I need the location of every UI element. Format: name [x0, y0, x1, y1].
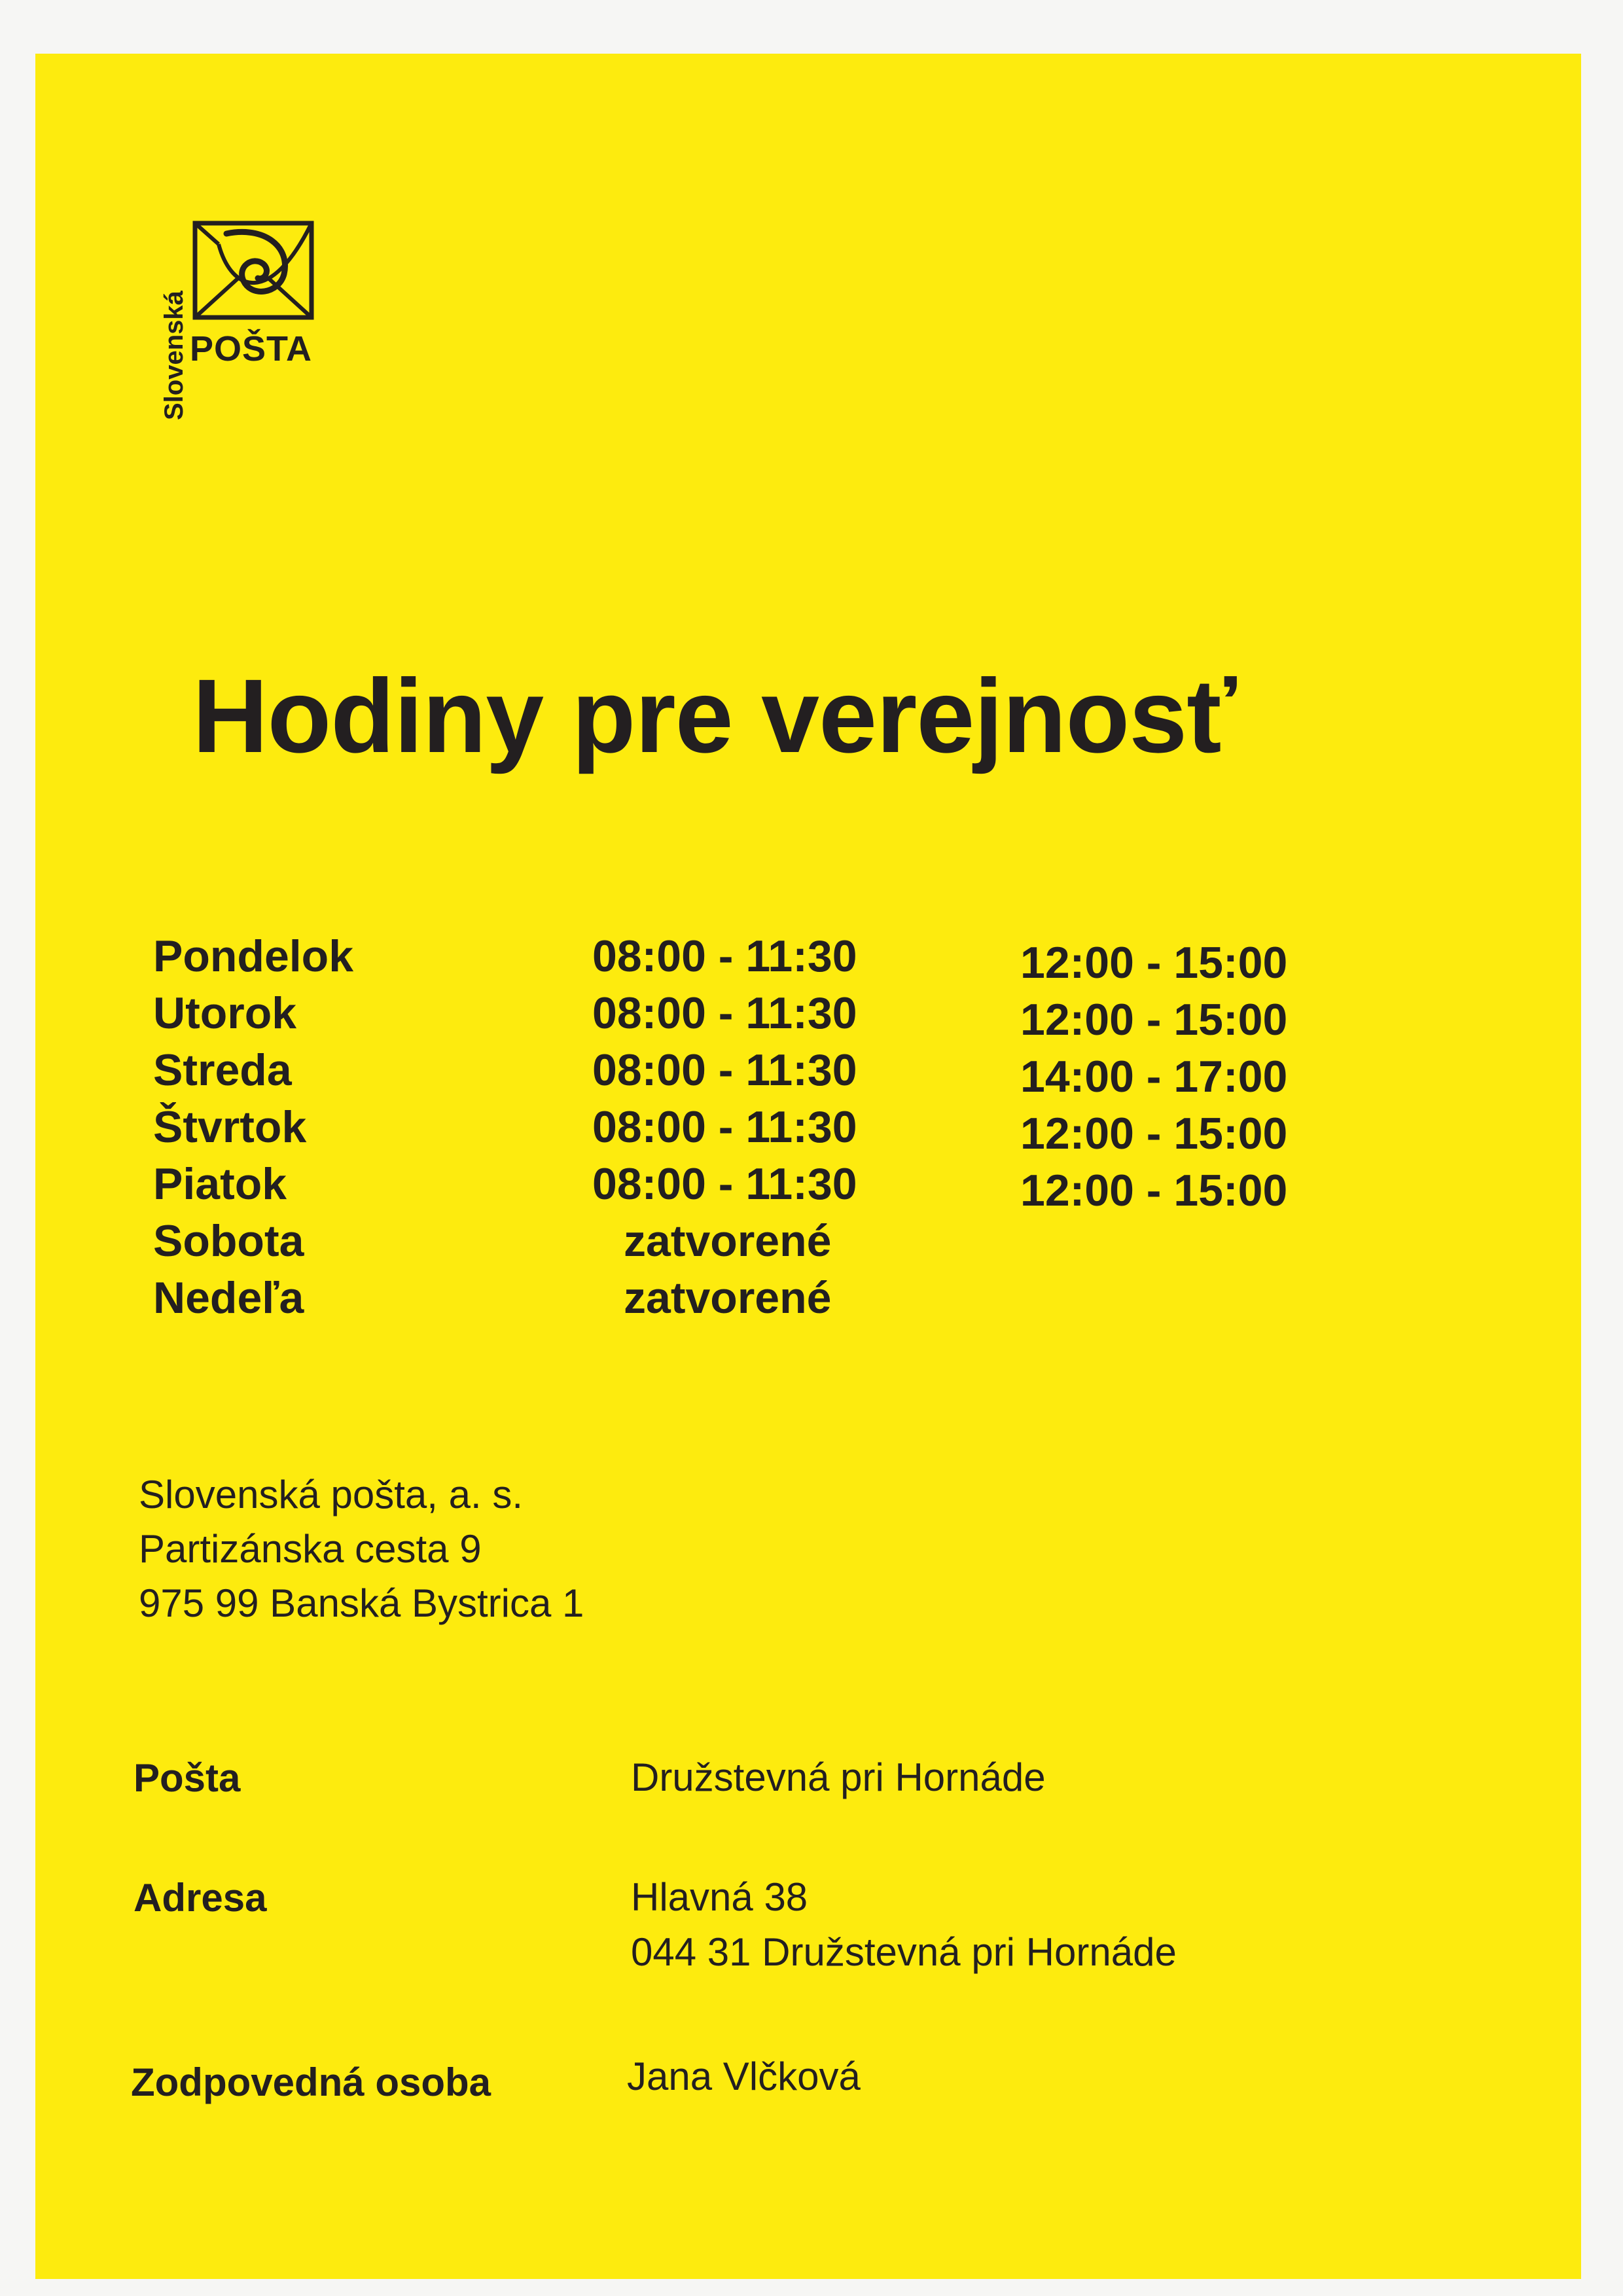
- morning-hours: 08:00 - 11:30: [592, 931, 857, 981]
- company-city: 975 99 Banská Bystrica 1: [139, 1581, 584, 1625]
- day-label: Štvrtok: [153, 1102, 307, 1152]
- morning-hours: 08:00 - 11:30: [592, 1159, 857, 1209]
- day-label: Sobota: [153, 1216, 304, 1266]
- afternoon-hours: 12:00 - 15:00: [1020, 1166, 1288, 1215]
- afternoon-hours: 12:00 - 15:00: [1020, 1109, 1288, 1158]
- morning-hours: 08:00 - 11:30: [592, 1102, 857, 1152]
- osoba-label: Zodpovedná osoba: [131, 2060, 491, 2104]
- adresa-line2: 044 31 Družstevná pri Hornáde: [631, 1930, 1177, 1974]
- post-horn-envelope-icon: [192, 221, 314, 320]
- afternoon-hours: 12:00 - 15:00: [1020, 995, 1288, 1045]
- afternoon-hours: 12:00 - 15:00: [1020, 938, 1288, 988]
- posta-value: Družstevná pri Hornáde: [631, 1755, 1046, 1799]
- posta-label: Pošta: [134, 1756, 241, 1800]
- day-label: Pondelok: [153, 931, 354, 981]
- page-title: Hodiny pre verejnosť: [192, 657, 1236, 774]
- logo-side-text: Slovenská: [160, 291, 188, 420]
- day-label: Utorok: [153, 988, 297, 1038]
- company-name: Slovenská pošta, a. s.: [139, 1473, 523, 1516]
- logo-text: POŠTA: [190, 329, 313, 368]
- osoba-value: Jana Vlčková: [627, 2054, 861, 2098]
- afternoon-hours: 14:00 - 17:00: [1020, 1052, 1288, 1102]
- morning-hours: 08:00 - 11:30: [592, 988, 857, 1038]
- company-address: [139, 1467, 584, 1630]
- day-label: Nedeľa: [153, 1273, 304, 1323]
- morning-hours: 08:00 - 11:30: [592, 1045, 857, 1095]
- closed-label: zatvorené: [624, 1273, 832, 1323]
- closed-label: zatvorené: [624, 1216, 832, 1266]
- day-label: Streda: [153, 1045, 292, 1095]
- adresa-line1: Hlavná 38: [631, 1875, 808, 1919]
- adresa-label: Adresa: [134, 1876, 267, 1920]
- company-street: Partizánska cesta 9: [139, 1527, 482, 1571]
- notice-sheet: [35, 54, 1581, 2279]
- day-label: Piatok: [153, 1159, 287, 1209]
